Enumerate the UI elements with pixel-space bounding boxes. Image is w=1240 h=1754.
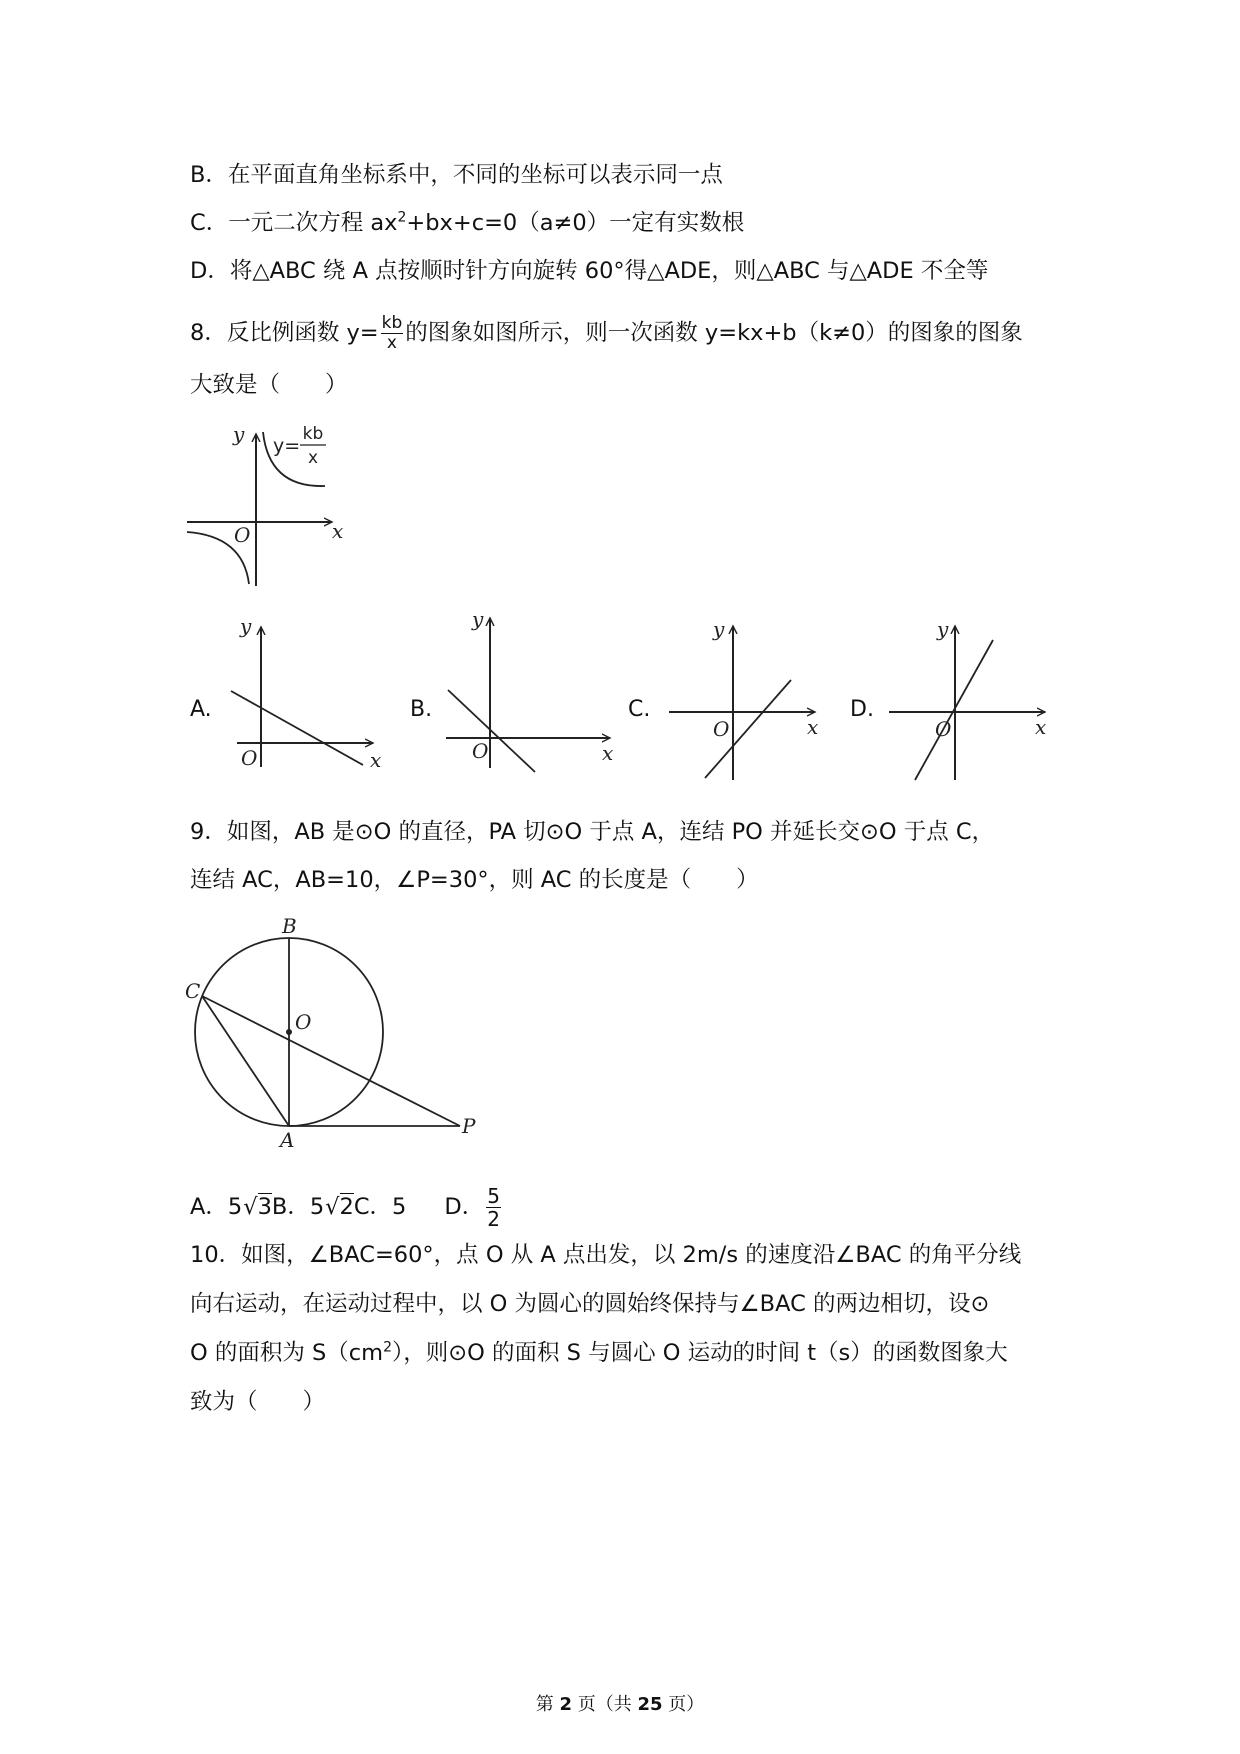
- svg-text:y: y: [472, 607, 484, 631]
- q10-stem: 10．如图，∠BAC=60°，点 O 从 A 点出发，以 2m/s 的速度沿∠BAC 的角平分线: [190, 1242, 1022, 1268]
- q8-option-a-label: A.: [190, 697, 212, 722]
- q8-option-d-label: D.: [850, 697, 874, 722]
- svg-text:x: x: [1035, 715, 1047, 739]
- total-pages: 25: [637, 1694, 663, 1715]
- svg-text:O: O: [713, 717, 730, 741]
- q8-option-c-graph: [665, 618, 835, 783]
- q8-graph-y-label: y: [233, 422, 245, 446]
- svg-text:O: O: [241, 746, 258, 770]
- svg-text:O: O: [472, 739, 489, 763]
- svg-text:x: x: [370, 748, 382, 772]
- q8-graph-eq-prefix: y=: [273, 435, 301, 457]
- q7-option-c: C．一元二次方程 $ax^2+bx+c=0(a\ne 0)$一定有实数根: [190, 209, 745, 236]
- q8-hyperbola-graph: [185, 418, 345, 588]
- page-footer: 第 2 页（共 25 页）: [535, 1694, 705, 1715]
- q7-option-d: D．将△ABC 绕 A 点按顺时针方向旋转 60°得△ADE，则△ABC 与△ADE 不全等: [190, 258, 989, 284]
- svg-text:x: x: [602, 741, 614, 765]
- q9-stem-line2: 连结 AC，AB=10，∠P=30°，则 AC 的长度是（ ）: [190, 867, 759, 893]
- q9-circle-figure: [180, 914, 490, 1152]
- q9-options: A．5√3B．5√2C．5 D． $\frac{5}{2}$: [190, 1184, 500, 1231]
- q9-option-a-coef: 5: [227, 1194, 243, 1220]
- q8-option-a-graph: [225, 615, 385, 770]
- q8-stem-line2: 大致是（ ）: [190, 372, 348, 398]
- q9-option-a-label: A．: [190, 1194, 228, 1220]
- q9-label-p: P: [462, 1114, 476, 1138]
- q9-option-b-label: B．: [271, 1194, 310, 1220]
- q9-option-b-coef: 5: [309, 1194, 325, 1220]
- q9-label-c: C: [185, 979, 201, 1003]
- q9-option-c: C．5: [353, 1194, 407, 1220]
- svg-text:y: y: [937, 617, 949, 641]
- q9-label-b: B: [282, 914, 297, 938]
- q10-stem-line3: O 的面积为 $S(cm^2)$，则⊙O 的面积 S 与圆心 O 运动的时间 t（s）的函数图象大: [190, 1339, 1008, 1366]
- q9-option-b-radicand: 2: [339, 1194, 354, 1220]
- q8-option-c-label: C.: [628, 697, 651, 722]
- q10-stem-line4: 致为（ ）: [190, 1389, 326, 1415]
- q8-graph-eq-den: x: [307, 448, 319, 468]
- q9-option-d-fraction: $\frac{5}{2}$: [487, 1184, 500, 1231]
- q8-graph-origin: O: [234, 523, 251, 547]
- q8-fraction: $\frac{kb}{x}$: [381, 313, 403, 353]
- current-page: 2: [559, 1694, 572, 1715]
- q8-stem: 8．反比例函数 y= $\frac{kb}{x}$ 的图象如图所示，则一次函数 y=kx+b（k≠0）的图象的图象: [190, 313, 1023, 353]
- svg-text:x: x: [807, 715, 819, 739]
- q9-option-a-radicand: 3: [257, 1194, 272, 1220]
- q9-option-d-label: D．: [444, 1194, 485, 1220]
- q9-stem: 9．如图，AB 是⊙O 的直径，PA 切⊙O 于点 A，连结 PO 并延长交⊙O 于点 C，: [190, 819, 995, 845]
- svg-text:y: y: [240, 614, 252, 638]
- q8-graph-eq-num: kb: [302, 424, 324, 444]
- q8-option-d-graph: [885, 618, 1055, 783]
- q8-option-b-label: B.: [410, 697, 433, 722]
- q8-graph-x-label: x: [332, 519, 344, 543]
- q7-option-b: B．在平面直角坐标系中，不同的坐标可以表示同一点: [190, 162, 723, 188]
- q9-label-o: O: [295, 1010, 312, 1034]
- q9-label-a: A: [280, 1128, 295, 1152]
- q8-option-b-graph: [440, 608, 615, 773]
- svg-text:y: y: [713, 617, 725, 641]
- q10-stem-line2: 向右运动，在运动过程中，以 O 为圆心的圆始终保持与∠BAC 的两边相切，设⊙: [190, 1291, 990, 1317]
- svg-text:O: O: [935, 717, 952, 741]
